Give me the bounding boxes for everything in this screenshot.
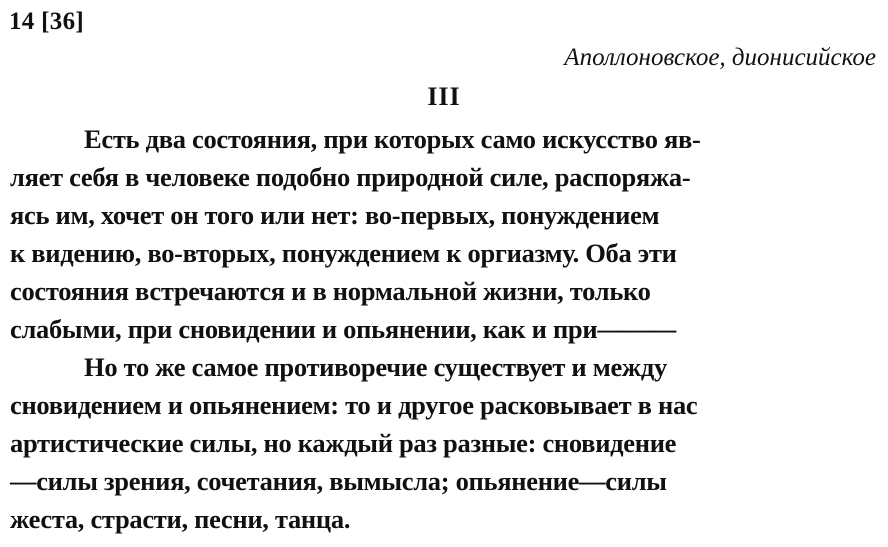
paragraph-1-line-6: слабыми, при сновидении и опьянении, как и при——— — [10, 314, 676, 344]
paragraph-2-line-5: жеста, страсти, песни, танца. — [10, 504, 351, 534]
paragraph-1-line-5: состояния встречаются и в нормальной жизни, только — [10, 276, 651, 306]
paragraph-2-line-1: Но то же самое противоречие существует и между — [84, 352, 667, 382]
body-text — [10, 120, 880, 538]
paragraph-2-line-3: артистические силы, но каждый раз разные: сновидение — [10, 428, 677, 458]
paragraph-1-line-2: ляет себя в человеке подобно природной силе, распоряжа- — [10, 162, 691, 192]
paragraph-1-line-1: Есть два состояния, при которых само искусство яв- — [84, 124, 701, 154]
running-head: Аполлоновское, дионисийское — [564, 44, 876, 71]
paragraph-2-line-4: —силы зрения, сочетания, вымысла; опьянение—силы — [10, 466, 667, 496]
paragraph-1-line-3: ясь им, хочет он того или нет: во-первых, понуждением — [10, 200, 660, 230]
paragraph-2-line-2: сновидением и опьянением: то и другое расковывает в нас — [10, 390, 698, 420]
paragraph-1-line-4: к видению, во-вторых, понуждением к оргиазму. Оба эти — [10, 238, 677, 268]
page-number: 14 [36] — [9, 8, 85, 35]
section-number: III — [427, 82, 461, 111]
